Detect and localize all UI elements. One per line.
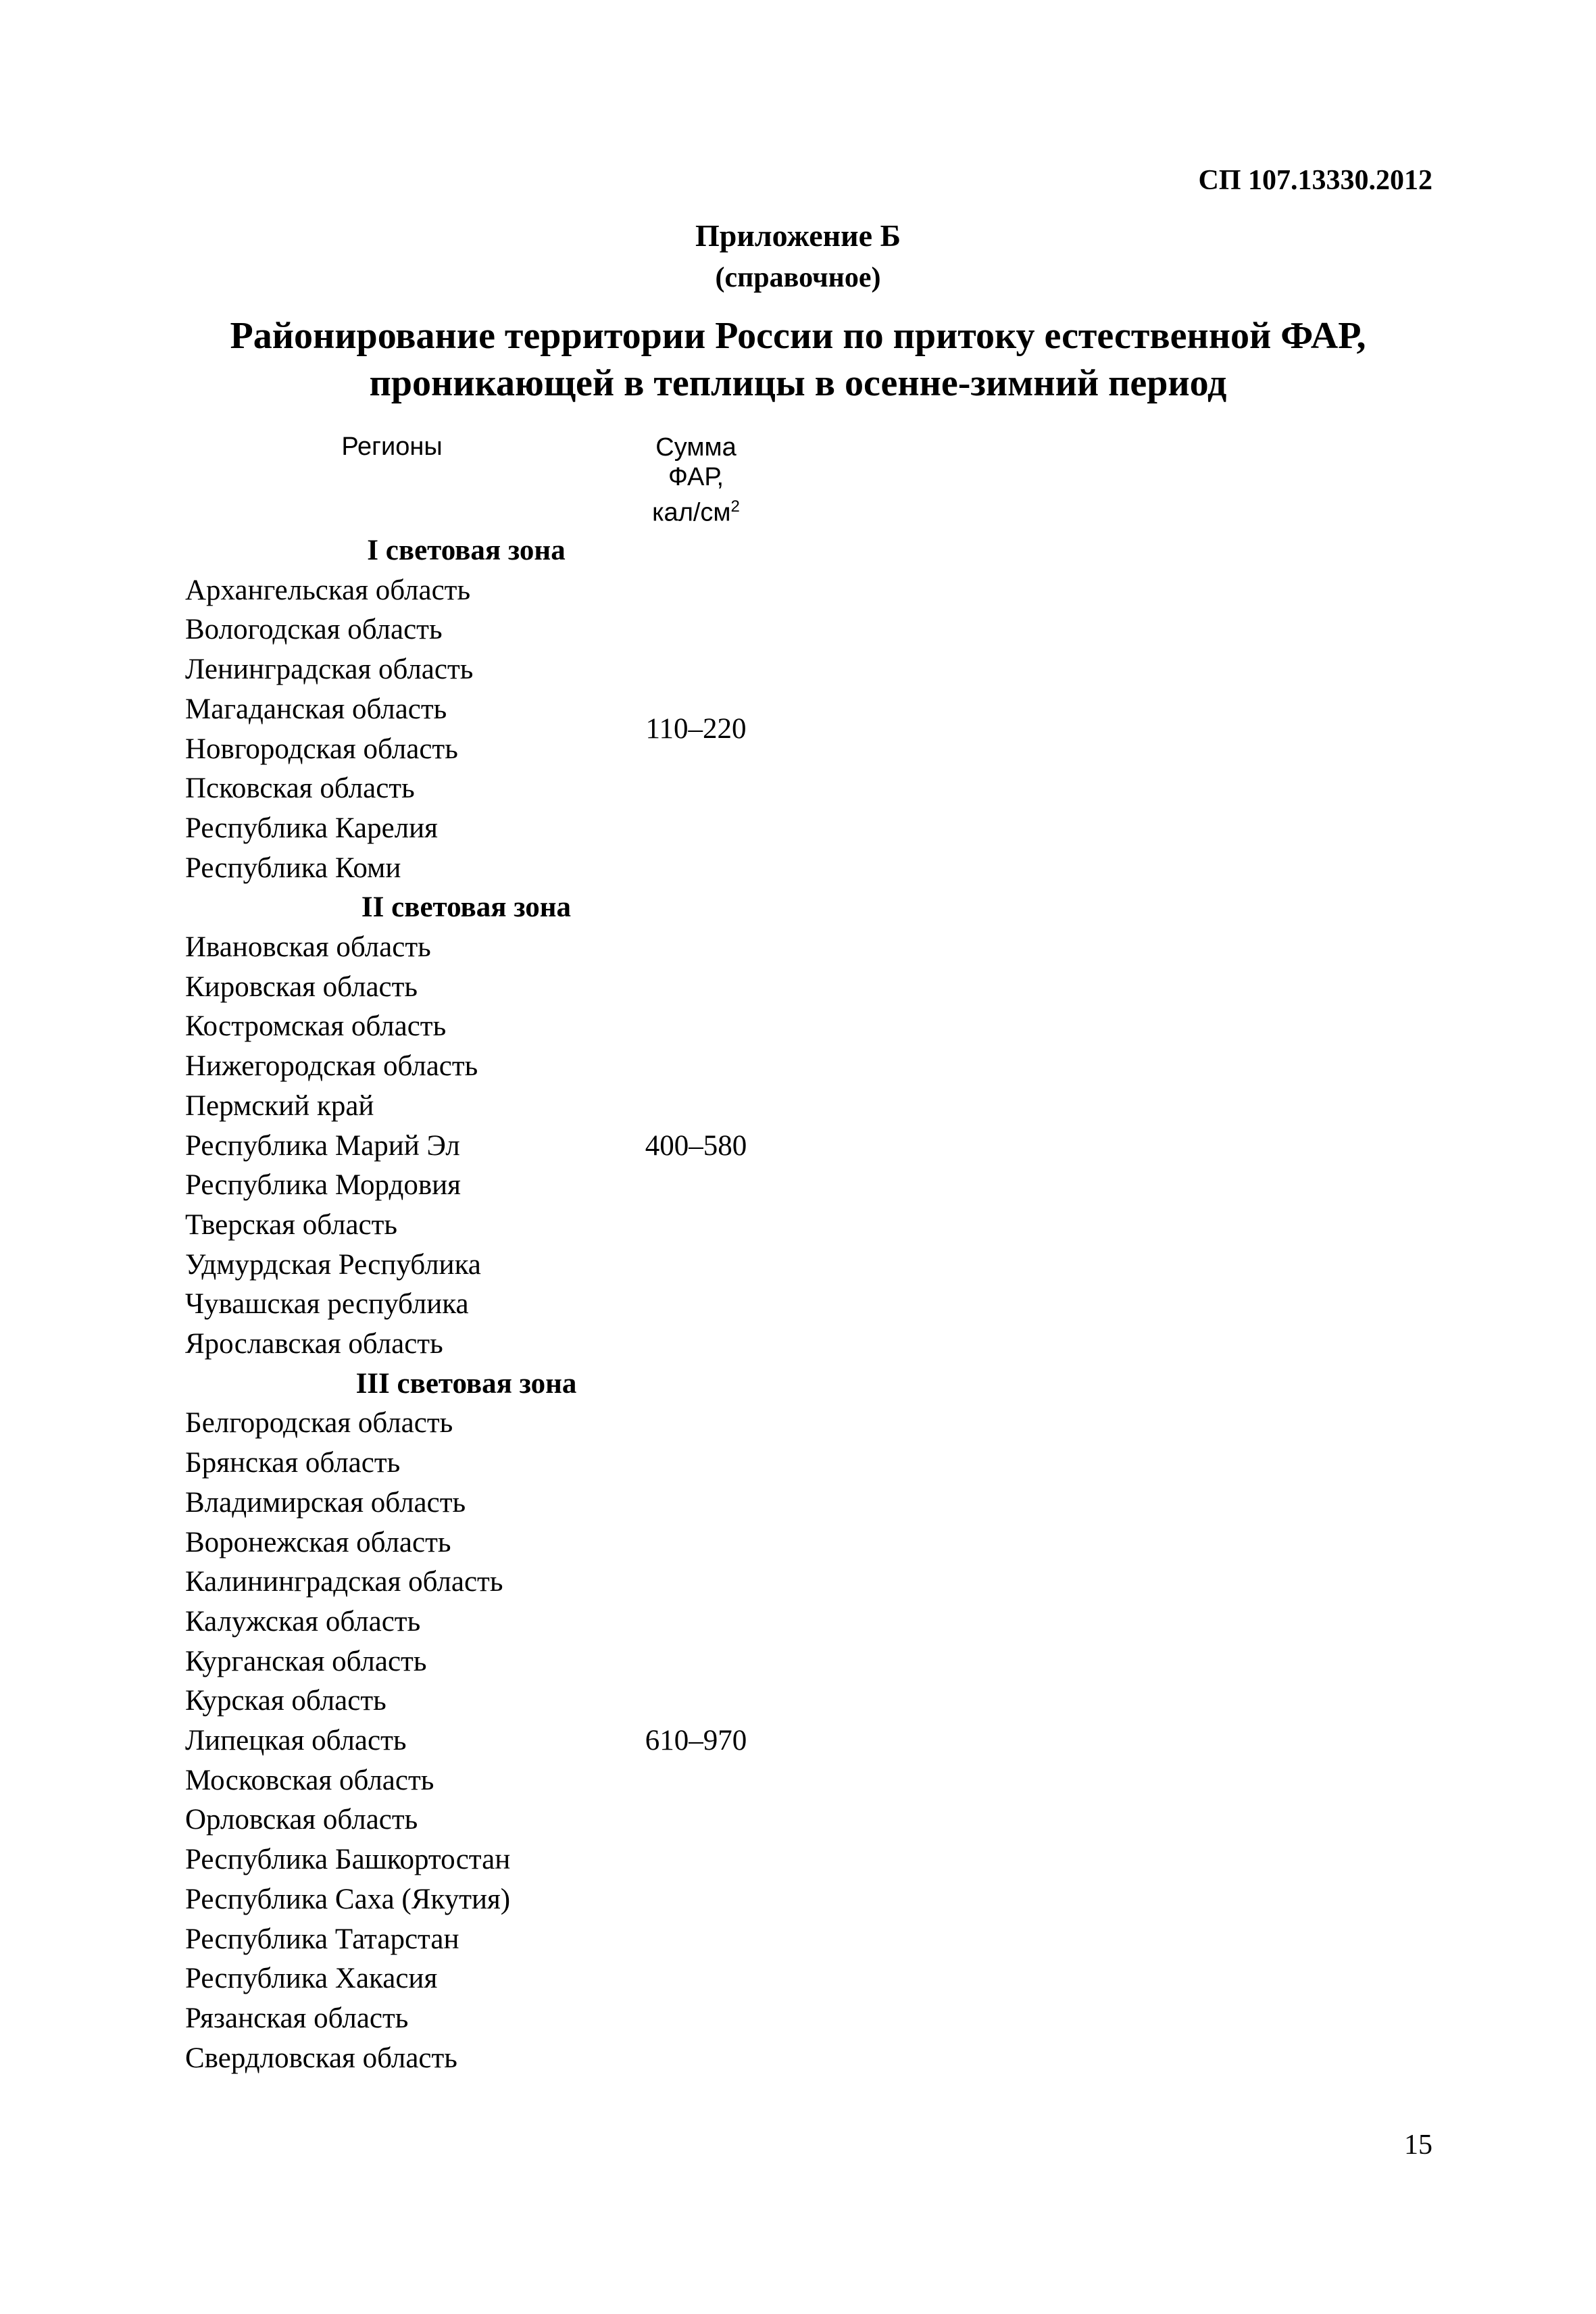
region-name: Ярославская область (185, 1328, 443, 1360)
region-name: Республика Хакасия (185, 1963, 438, 1995)
region-name: Курская область (185, 1685, 386, 1717)
document-code: СП 107.13330.2012 (1198, 165, 1432, 196)
region-name: Орловская область (185, 1804, 418, 1836)
column-header-sum (595, 433, 797, 528)
region-name: Владимирская область (185, 1486, 466, 1519)
region-name: Белгородская область (185, 1407, 453, 1439)
region-name: Кировская область (185, 970, 418, 1003)
region-name: Воронежская область (185, 1526, 451, 1558)
region-name: Республика Коми (185, 852, 401, 884)
zone-heading: I световая зона (367, 535, 566, 566)
region-name: Брянская область (185, 1447, 401, 1479)
region-name: Чувашская республика (185, 1288, 469, 1321)
region-name: Республика Карелия (185, 812, 438, 844)
region-name: Архангельская область (185, 574, 471, 606)
column-header-sum-line-1: Сумма (655, 433, 737, 462)
zone-range-value: 610–970 (645, 1725, 747, 1756)
region-name: Ленинградская область (185, 654, 474, 686)
zone-range-value: 400–580 (645, 1129, 747, 1162)
region-name: Рязанская область (185, 2002, 409, 2034)
region-name: Республика Татарстан (185, 1923, 459, 1955)
region-name: Нижегородская область (185, 1050, 478, 1083)
region-name: Калужская область (185, 1605, 421, 1638)
sum-unit: кал/см (652, 498, 731, 527)
region-name: Вологодская область (185, 614, 443, 646)
region-name: Республика Марий Эл (185, 1129, 460, 1162)
region-name: Республика Башкортостан (185, 1844, 511, 1876)
region-name: Новгородская область (185, 733, 458, 765)
sum-unit-exponent: 2 (730, 497, 740, 516)
region-name: Курганская область (185, 1645, 427, 1677)
appendix-type: (справочное) (715, 262, 881, 293)
region-name: Свердловская область (185, 2042, 457, 2074)
page-number: 15 (1404, 2130, 1432, 2161)
column-header-sum-line-2: ФАР, (668, 463, 724, 491)
zone-range-value: 110–220 (645, 713, 747, 745)
title-line-1: Районирование территории России по притоку естественной ФАР, (230, 315, 1366, 357)
title-line-2: проникающей в теплицы в осенне-зимний период (369, 362, 1227, 404)
region-name: Республика Мордовия (185, 1169, 461, 1202)
region-name: Липецкая область (185, 1725, 407, 1756)
region-name: Костромская область (185, 1010, 447, 1043)
region-name: Московская область (185, 1764, 434, 1796)
region-name: Удмурдская Республика (185, 1248, 481, 1281)
page-title (0, 312, 1596, 407)
column-header-sum-unit (595, 492, 797, 528)
region-name: Магаданская область (185, 693, 447, 725)
column-header-regions: Регионы (341, 433, 443, 461)
appendix-label: Приложение Б (695, 218, 901, 253)
zone-heading: II световая зона (361, 891, 572, 924)
region-name: Псковская область (185, 772, 415, 805)
region-name: Тверская область (185, 1208, 398, 1241)
region-name: Республика Саха (Якутия) (185, 1883, 511, 1915)
region-name: Пермский край (185, 1089, 374, 1122)
region-name: Ивановская область (185, 931, 431, 963)
region-name: Калининградская область (185, 1566, 503, 1598)
zone-heading: III световая зона (355, 1367, 577, 1400)
